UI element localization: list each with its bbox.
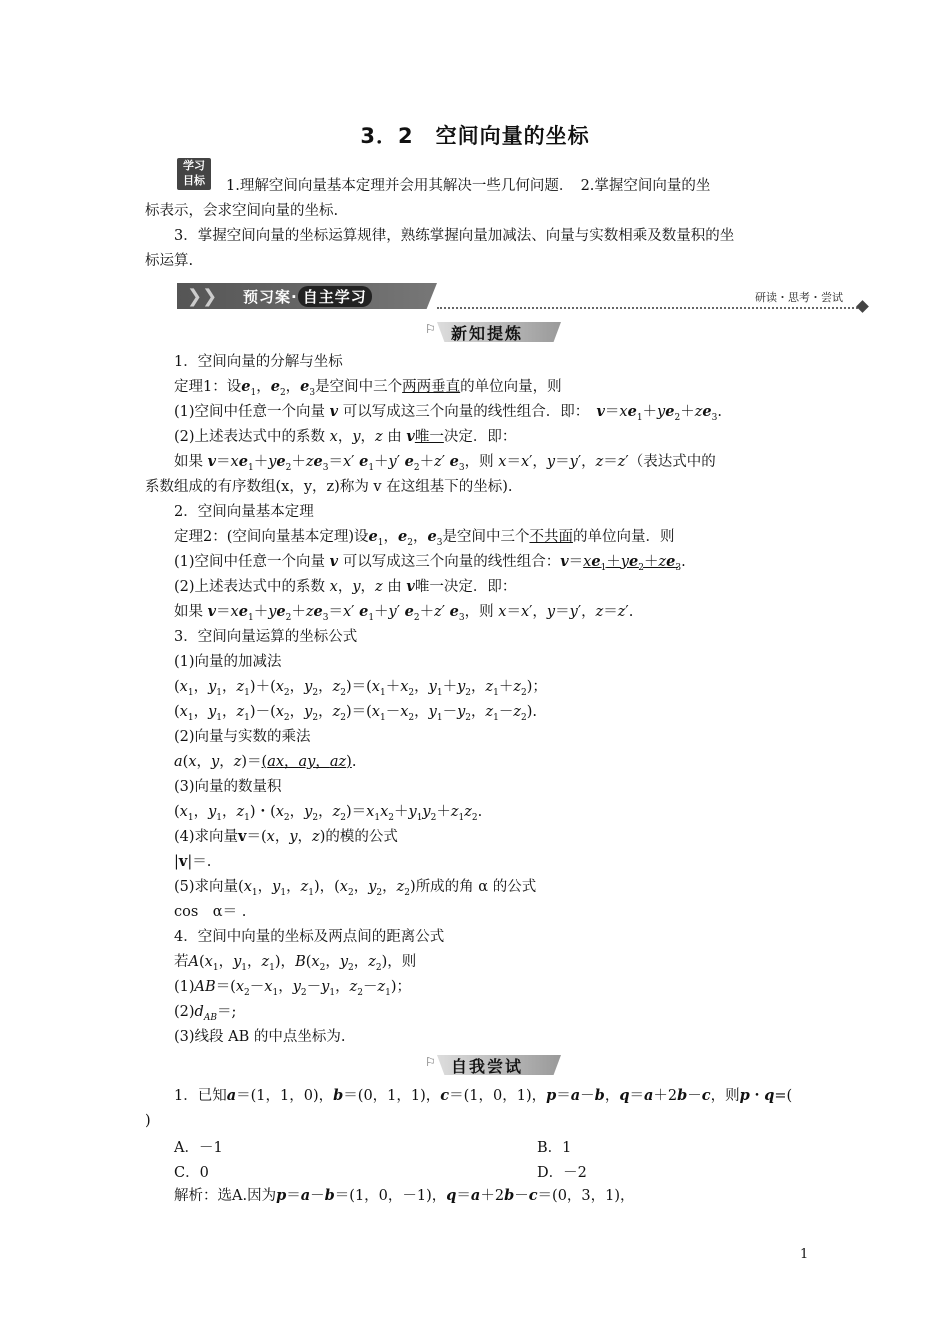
- option-a: A．－1: [174, 1140, 223, 1156]
- heading-3: 3．空间向量运算的坐标公式: [174, 629, 358, 645]
- page-number: 1: [800, 1247, 809, 1262]
- formula-add: ($x_1$，$y_1$，$z_1)+(x_2$，$y_2$，$z_2)=(x_1+x_2$，$y_1+y_2$，$z_1+z_2$)；: [174, 679, 547, 698]
- question-1-cont: ): [145, 1113, 151, 1129]
- section-tag-self-test: [425, 1053, 563, 1077]
- theorem-2-item-3: 如果 $v=xe_1+ye_2+ze_3=x'$ $e_1+y'$ $e_2+z'$ $e_3$，则 x＝x′，y＝y′，z＝z′.: [174, 603, 634, 623]
- theorem-1-item-2: (2)上述表达式中的系数 x，y，z 由 v唯一决定．即：: [174, 428, 517, 445]
- theorem-2-item-2: (2)上述表达式中的系数 x，y，z 由 v唯一决定．即：: [174, 578, 517, 595]
- formula-norm: |v|＝.: [174, 853, 212, 870]
- theorem-1-item-3-cont: 系数组成的有序数组(x，y，z)称为 v 在这组基下的坐标).: [145, 479, 513, 495]
- goal-line-1: 1.理解空间向量基本定理并会用其解决一些几何问题． 2.掌握空间向量的坐: [226, 178, 711, 194]
- theorem-2: 定理2：(空间向量基本定理)设$e_1$，$e_2$，$e_3$是空间中三个不共面的单位向量．则: [174, 528, 675, 548]
- banner-rule: [437, 307, 862, 309]
- formula-dot: ($x_1$，$y_1$，$z_1$)・($x_2$，$y_2$，$z_2)=x_1x_2+y_1y_2+z_1z_2$.: [174, 804, 483, 823]
- banner-title-main: 预习案·: [243, 288, 298, 306]
- formula-cos: cos α＝ .: [174, 904, 247, 920]
- points-def: 若$A(x_1$，$y_1$，$z_1$)，$B(x_2$，$y_2$，$z_2$)，则: [174, 954, 417, 973]
- flag-icon: ⚐: [425, 1055, 436, 1069]
- formula-ab: $(1)AB=(x_2-x_1$，$y_2-y_1$，$z_2-z_1$)；: [174, 979, 411, 998]
- badge-line-1: 学习: [183, 159, 205, 172]
- section-tag-new-knowledge: [425, 320, 563, 344]
- heading-2: 2．空间向量基本定理: [174, 504, 314, 520]
- diamond-icon: [856, 300, 869, 313]
- chevron-right-icon: ❯❯: [187, 286, 218, 307]
- formula-midpoint: (3)线段 AB 的中点坐标为.: [174, 1029, 346, 1045]
- formula-scalar: a(x，y，z)＝(ax，ay，az).: [174, 754, 357, 770]
- badge-line-2: 目标: [183, 174, 205, 187]
- question-1: 1．已知a＝(1，1，0)，b＝(0，1，1)，c＝(1，0，1)，p＝a－b，q＝a＋2b－c，则p・q=(: [174, 1087, 793, 1104]
- subheading-3-2: (2)向量与实数的乘法: [174, 729, 311, 745]
- solution-1: 解析：选A.因为p＝a－b＝(1，0，－1)，q＝a＋2b－c＝(0，3，1)，: [174, 1187, 635, 1204]
- option-d: D．－2: [537, 1165, 587, 1181]
- banner-right-text: 研读・思考・尝试: [755, 291, 843, 304]
- section-tag-label: 自我尝试: [451, 1057, 524, 1076]
- option-c: C．0: [174, 1165, 209, 1181]
- banner-title: [243, 286, 372, 307]
- heading-1: 1．空间向量的分解与坐标: [174, 354, 343, 370]
- formula-sub: ($x_1$，$y_1$，$z_1)-(x_2$，$y_2$，$z_2)=(x_1-x_2$，$y_1-y_2$，$z_1-z_2$).: [174, 704, 538, 723]
- option-b: B．1: [537, 1140, 572, 1156]
- learning-goal-badge: [177, 158, 211, 190]
- subheading-3-5: (5)求向量($x_1$，$y_1$，$z_1$)，($x_2$，$y_2$，$z_2$)所成的角 α 的公式: [174, 879, 537, 898]
- flag-icon: ⚐: [425, 322, 436, 336]
- heading-4: 4．空间中向量的坐标及两点间的距离公式: [174, 929, 445, 945]
- banner-title-self: 自主学习: [298, 286, 372, 307]
- subheading-3-4: (4)求向量v＝(x，y，z)的模的公式: [174, 828, 398, 845]
- page-title: 3．2 空间向量的坐标: [360, 124, 590, 148]
- theorem-2-item-1: (1)空间中任意一个向量 v 可以写成这三个向量的线性组合：$v=xe_1+ye_2+ze_3$.: [174, 553, 686, 573]
- goal-line-4: 标运算.: [145, 253, 194, 269]
- section-banner: [177, 283, 867, 313]
- subheading-3-1: (1)向量的加减法: [174, 654, 282, 670]
- goal-line-3: 3．掌握空间向量的坐标运算规律，熟练掌握向量加减法、向量与实数相乘及数量积的坐: [174, 228, 735, 244]
- goal-line-2: 标表示，会求空间向量的坐标.: [145, 203, 339, 219]
- section-tag-label: 新知提炼: [451, 324, 524, 343]
- theorem-1-item-3: 如果 $v=xe_1+ye_2+ze_3=x'$ $e_1+y'$ $e_2+z'$ $e_3$，则 x＝x′，y＝y′，z＝z′（表达式中的: [174, 453, 716, 473]
- theorem-1-item-1: (1)空间中任意一个向量 v 可以写成这三个向量的线性组合．即： $v=xe_1+ye_2+ze_3$.: [174, 403, 722, 423]
- theorem-1: 定理1：设$e_1$，$e_2$，$e_3$是空间中三个两两垂直的单位向量，则: [174, 378, 562, 398]
- subheading-3-3: (3)向量的数量积: [174, 779, 282, 795]
- formula-distance: $(2)d_{AB}=$;: [174, 1004, 237, 1023]
